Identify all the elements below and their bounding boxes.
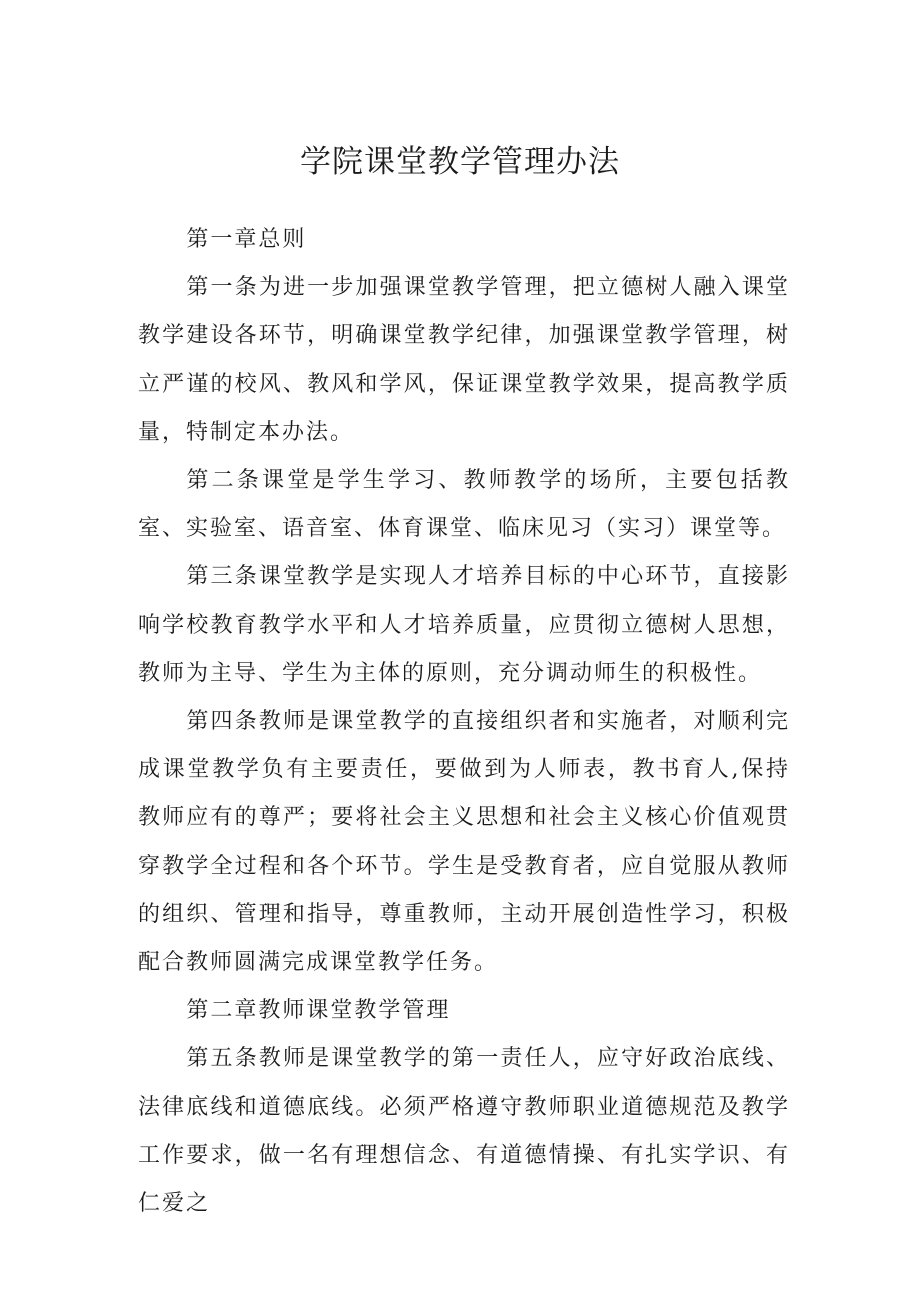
document-title: 学院课堂教学管理办法 (300, 144, 620, 180)
article-paragraph: 第三条课堂教学是实现人才培养目标的中心环节，直接影响学校教育教学水平和人才培养质量，应贯彻立德树人思想，教师为主导、学生为主体的原则，充分调动师生的积极性。 (138, 564, 790, 686)
article-paragraph: 第四条教师是课堂教学的直接组织者和实施者，对顺利完成课堂教学负有主要责任，要做到为人师表，教书育人,保持教师应有的尊严；要将社会主义思想和社会主义核心价值观贯穿教学全过程和各个环节。学生是受教育者，应自觉服从教师的组织、管理和指导，尊重教师，主动开展创造性学习，积极配合教师圆满完成课堂教学任务。 (138, 709, 790, 976)
article-paragraph: 第二条课堂是学生学习、教师教学的场所，主要包括教室、实验室、语音室、体育课堂、临床见习（实习）课堂等。 (138, 468, 790, 542)
chapter-heading: 第一章总则 (186, 227, 307, 252)
article-paragraph: 第五条教师是课堂教学的第一责任人，应守好政治底线、法律底线和道德底线。必须严格遵守教师职业道德规范及教学工作要求，做一名有理想信念、有道德情操、有扎实学识、有仁爱之 (138, 1046, 790, 1217)
document-body (138, 216, 790, 1228)
article-paragraph: 第一条为进一步加强课堂教学管理，把立德树人融入课堂教学建设各环节，明确课堂教学纪律，加强课堂教学管理，树立严谨的校风、教风和学风，保证课堂教学效果，提高教学质量，特制定本办法。 (138, 275, 790, 445)
chapter-heading: 第二章教师课堂教学管理 (186, 998, 451, 1024)
